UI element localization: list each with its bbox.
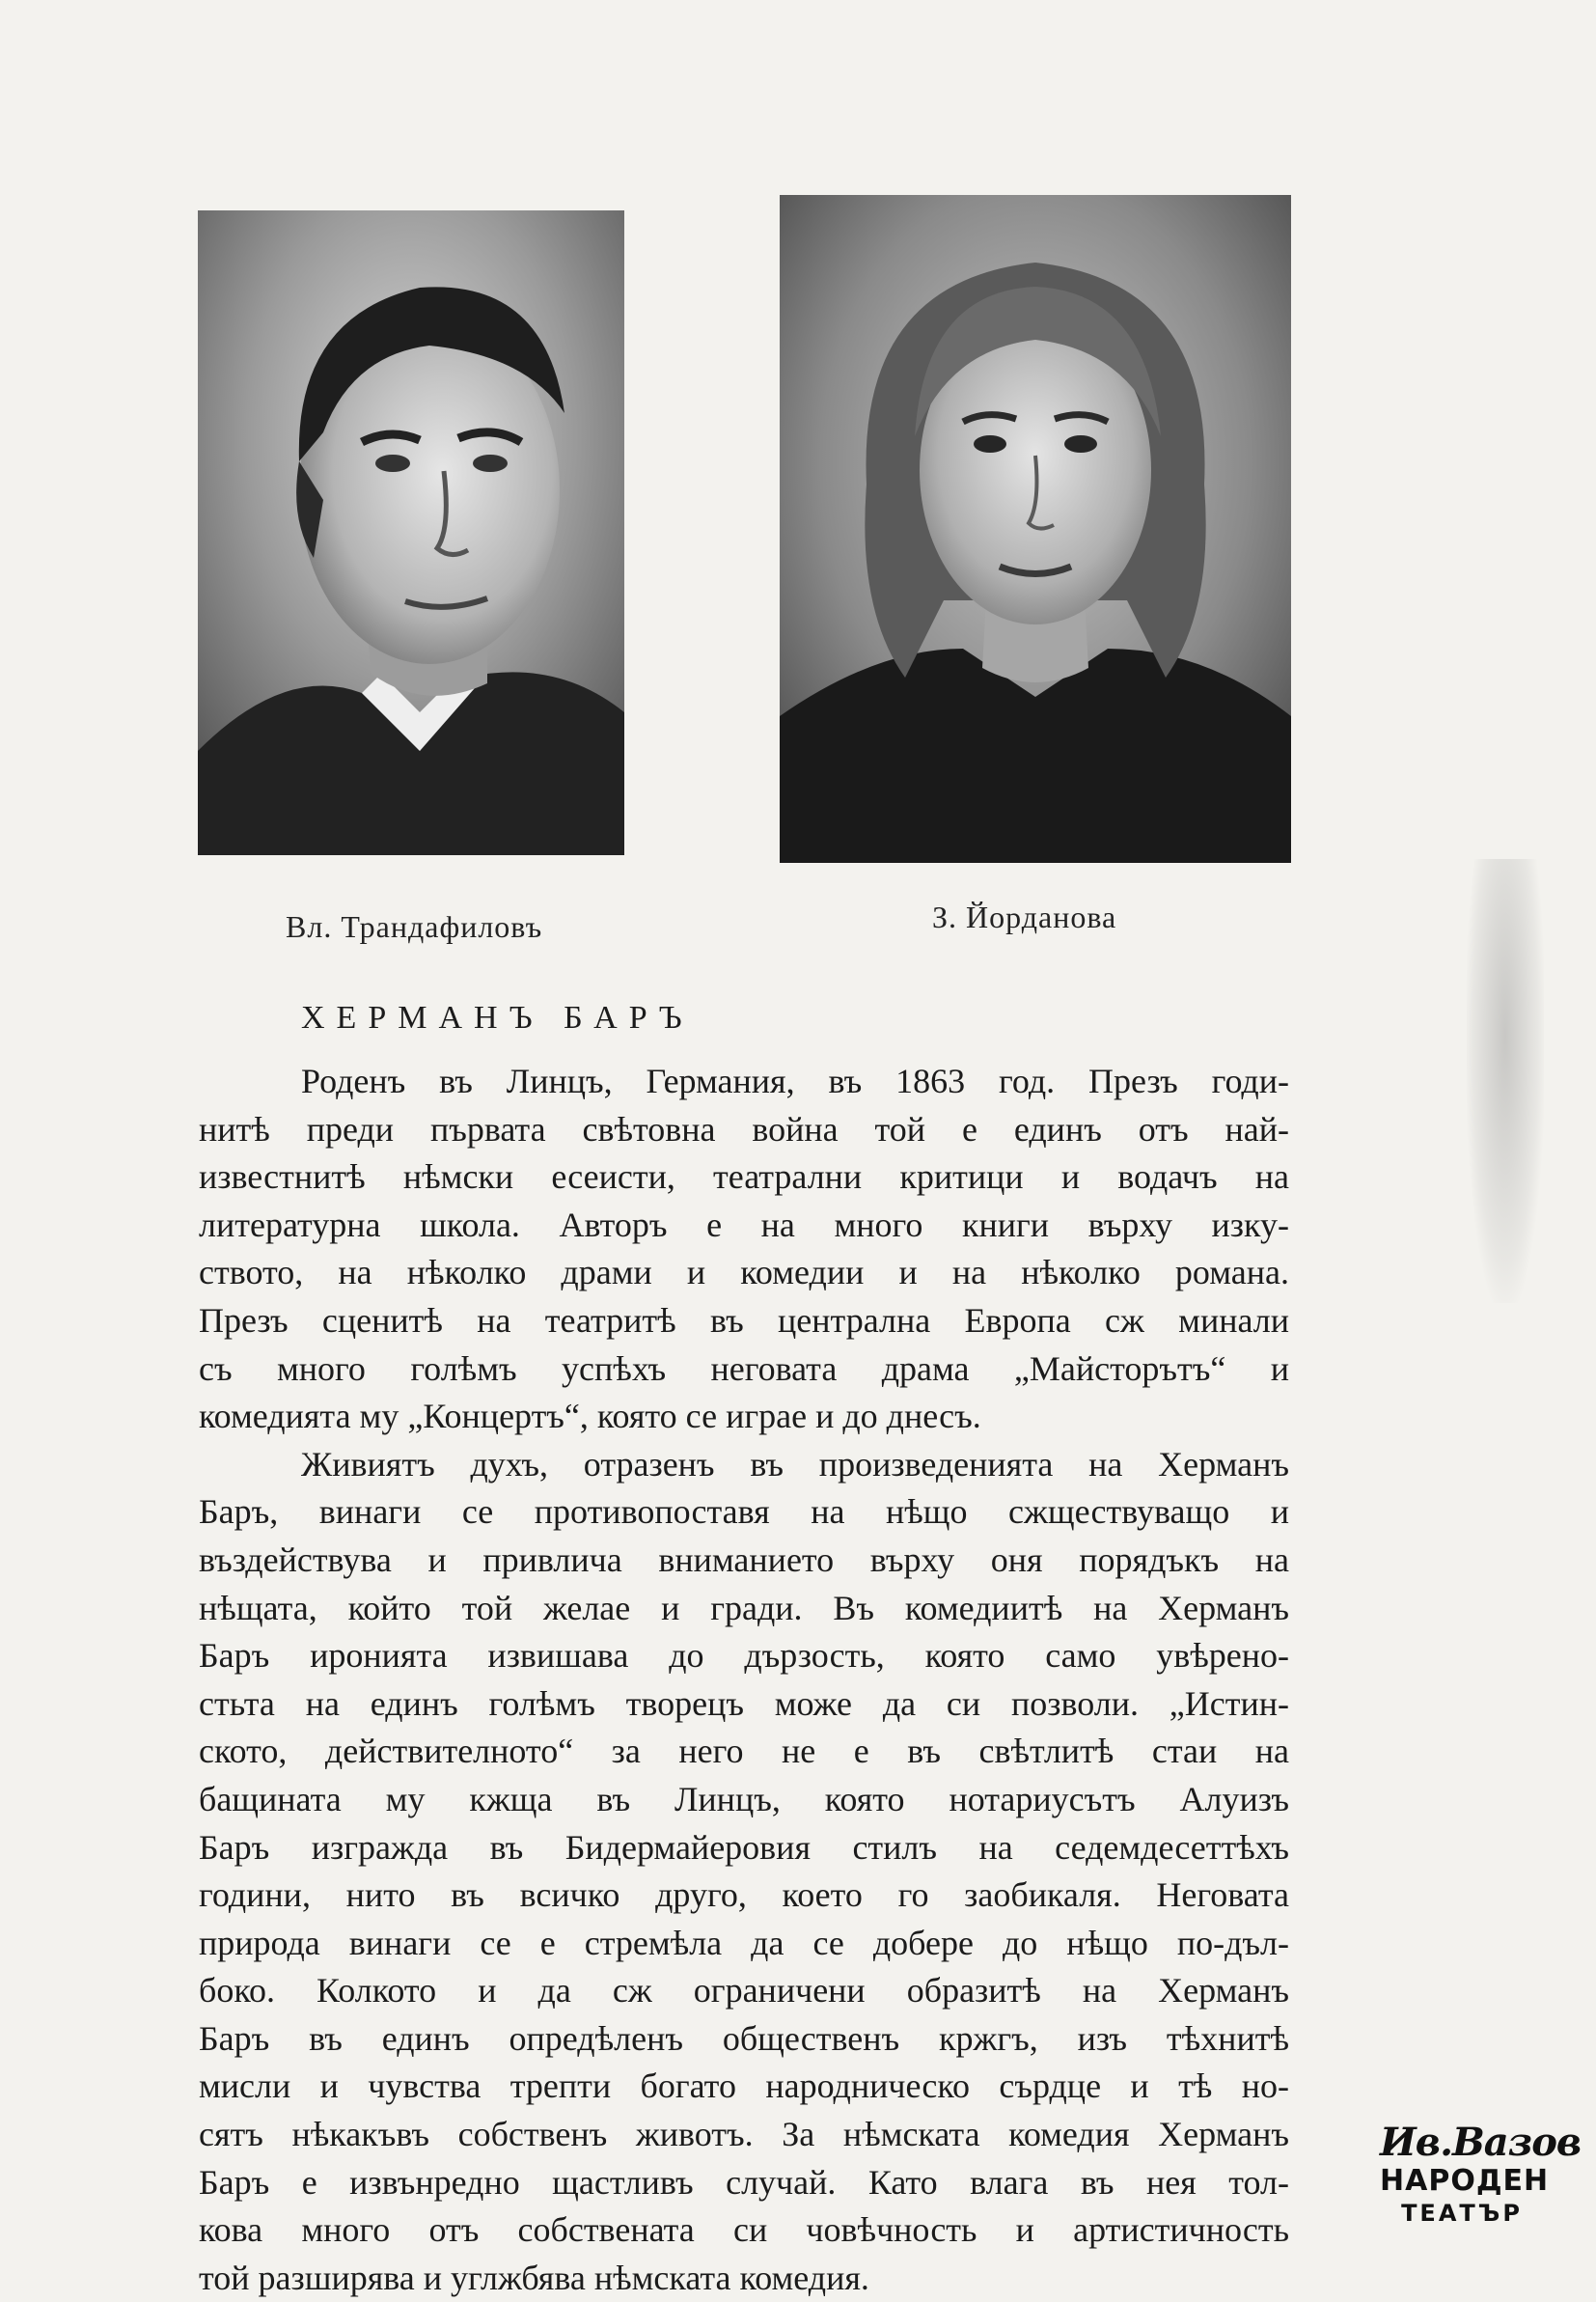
man-portrait-icon [198,210,624,855]
portrait-photo-trandafilov [198,210,624,855]
article-line: ското, действителното“ за него не е въ свѣтлитѣ стаи на [199,1732,1289,1771]
article-line: въздействува и привлича вниманието върху оня порядъкъ на [199,1539,1289,1579]
photo-caption-left: Вл. Трандафиловъ [286,909,543,944]
article-line: стьта на единъ голѣмъ творецъ може да си позволи. „Истин- [199,1683,1289,1723]
article-line: Баръ изгражда въ Бидермайеровия стилъ на седемдесеттѣхъ [199,1827,1289,1867]
article-line: Баръ е извънредно щастливъ случай. Като влага въ нея тол- [199,2162,1289,2202]
article-line: Баръ, винаги се противопоставя на нѣщо сжществуващо и [199,1492,1289,1532]
article-line: години, нито въ всичко друго, което го заобикаля. Неговата [199,1875,1289,1915]
article-line: комедията му „Концертъ“, която се играе и до днесъ. [199,1397,981,1436]
national-theatre-logo [1380,2120,1582,2257]
article-line: боко. Колкото и да сж ограничени образитѣ на Херманъ [199,1971,1289,2011]
article-line: природа винаги се е стремѣла да се добере до нѣщо по-дъл- [199,1923,1289,1962]
article-line: кова много отъ собствената си човѣчность и артистичность [199,2210,1289,2250]
article-line: той разширява и углжбява нѣмската комедия. [199,2258,869,2297]
article-line: литературна школа. Авторъ е на много книги върху изку- [199,1205,1289,1244]
logo-name-line2: ТЕАТЪР [1401,2200,1523,2227]
article-line: Баръ иронията извишава до дързость, която само увѣрено- [199,1636,1289,1676]
article-line: известнитѣ нѣмски есеисти, театрални критици и водачъ на [199,1157,1289,1197]
scan-smudge [1467,859,1544,1303]
article-line: бащината му кжща въ Линцъ, която нотариусътъ Алуизъ [199,1779,1289,1818]
logo-signature: Ив.Вазов [1380,2120,1582,2165]
article-line: нѣщата, който той желае и гради. Въ комедиитѣ на Херманъ [199,1588,1289,1627]
article-line: сятъ нѣкакъвъ собственъ животъ. За нѣмската комедия Херманъ [199,2115,1289,2154]
article-line: Презъ сценитѣ на театритѣ въ централна Европа сж минали [199,1300,1289,1340]
article-line: мисли и чувства трепти богато народническо сърдце и тѣ но- [199,2066,1289,2106]
photo-caption-right: З. Йорданова [932,900,1117,934]
article-line: нитѣ преди първата свѣтовна война той е единъ отъ най- [199,1109,1289,1149]
logo-name-line1: НАРОДЕН [1380,2164,1550,2198]
article-line: Живиятъ духъ, отразенъ въ произведенията на Херманъ [301,1444,1289,1484]
article-line: Баръ въ единъ опредѣленъ общественъ кржгъ, изъ тѣхнитѣ [199,2018,1289,2058]
article-line: съ много голѣмъ успѣхъ неговата драма „Майсторътъ“ и [199,1348,1289,1388]
article-line: Роденъ въ Линцъ, Германия, въ 1863 год. Презъ годи- [301,1062,1289,1100]
portrait-photo-yordanova [780,195,1291,863]
article-body [199,1058,1289,2302]
article-line: ството, на нѣколко драми и комедии и на нѣколко романа. [199,1253,1289,1292]
article-title: ХЕРМАНЪ БАРЪ [301,1000,694,1036]
woman-portrait-icon [780,195,1291,863]
